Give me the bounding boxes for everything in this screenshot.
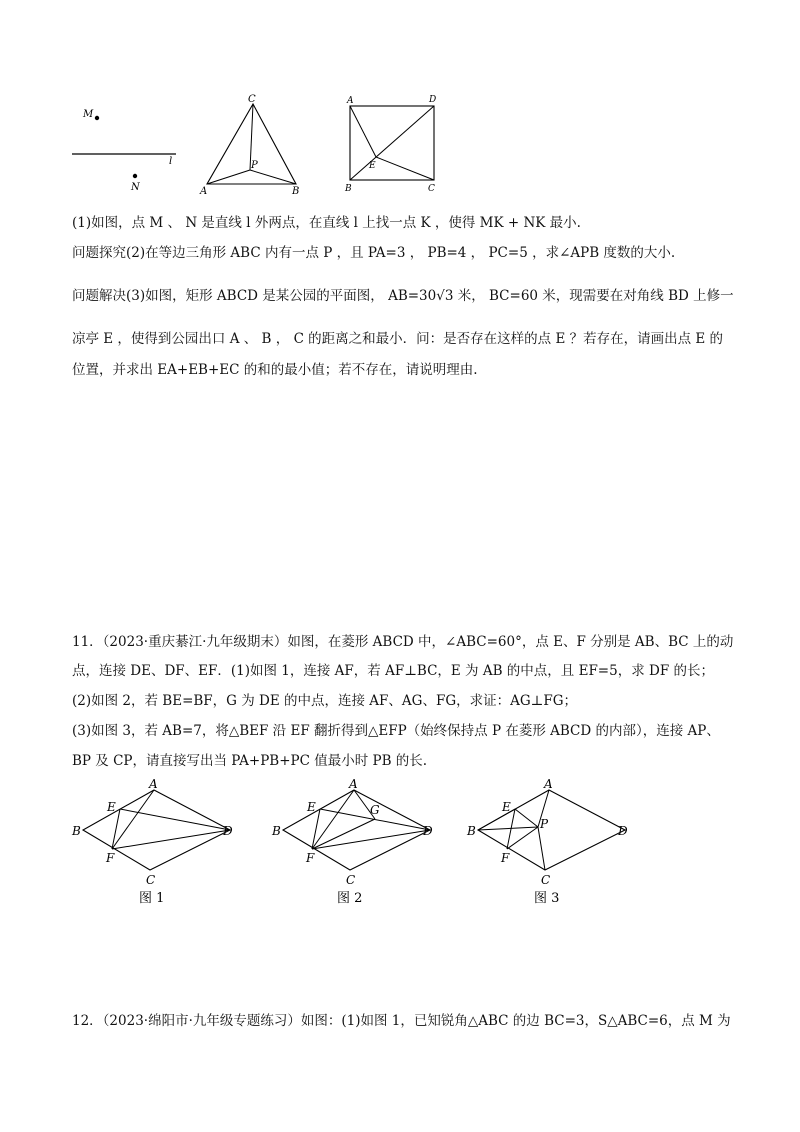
line-figure: [70, 100, 180, 195]
problem10-line4: 凉亭 E ，使得到公园出口 A 、 B ， C 的距离之和最小．问：是否存在这样的点 E ？若存在，请画出点 E 的: [72, 331, 724, 347]
label-d: D: [618, 824, 628, 838]
segment-ep: [515, 809, 538, 827]
label-d: D: [429, 95, 437, 105]
label-b: B: [292, 186, 300, 197]
label-p: P: [251, 160, 258, 171]
label-l: l: [169, 156, 173, 167]
problem11-line3: (2)如图 2，若 BE=BF，G 为 DE 的中点，连接 AF、AG、FG，求证：AG⊥FG；: [72, 693, 577, 709]
problem10-line2: 问题探究(2)在等边三角形 ABC 内有一点 P ，且 PA=3 ， PB=4 ， PC=5 ，求∠APB 度数的大小.: [72, 245, 676, 261]
label-d: D: [423, 824, 433, 838]
rhombus-figure-3: [465, 778, 640, 913]
diagonal-bd: [350, 106, 434, 180]
label-b: B: [272, 824, 281, 838]
rhombus-figure-2: [270, 778, 445, 913]
segment-ed: [120, 809, 230, 830]
rectangle-figure: [340, 92, 445, 197]
label-a: A: [347, 96, 354, 106]
point-m: [95, 116, 99, 120]
problem11-line2: 点，连接 DE、DF、EF．(1)如图 1，连接 AF，若 AF⊥BC，E 为 AB 的中点，且 EF=5，求 DF 的长；: [72, 663, 714, 679]
problem11-line5: BP 及 CP，请直接写出当 PA+PB+PC 值最小时 PB 的长.: [72, 753, 428, 769]
label-f: F: [106, 851, 115, 865]
segment-ea: [350, 106, 376, 157]
label-b: B: [467, 824, 476, 838]
label-f: F: [306, 851, 315, 865]
label-c: C: [541, 873, 551, 887]
problem11-line4: (3)如图 3，若 AB=7，将△BEF 沿 EF 翻折得到△EFP（始终保持点 P 在菱形 ABCD 的内部），连接 AP、: [72, 723, 720, 739]
rhombus-figure-1: [70, 778, 245, 913]
label-a: A: [149, 778, 158, 791]
label-c: C: [346, 873, 356, 887]
label-n: N: [131, 182, 140, 193]
label-c: C: [428, 184, 435, 194]
segment-bp: [478, 827, 538, 830]
label-e: E: [307, 800, 316, 814]
problem10-line1: (1)如图，点 M 、 N 是直线 l 外两点，在直线 l 上找一点 K ，使得 MK + NK 最小.: [72, 215, 581, 231]
label-a: A: [544, 778, 553, 791]
problem10-line3: 问题解决(3)如图，矩形 ABCD 是某公园的平面图， AB=30√3 米， BC=60 米，现需要在对角线 BD 上修一: [72, 288, 734, 304]
segment-fd: [112, 830, 230, 849]
segment-fg: [312, 819, 375, 849]
problem11-line1: 11．（2023·重庆綦江·九年级期末）如图，在菱形 ABCD 中，∠ABC=60°，点 E、F 分别是 AB、BC 上的动: [72, 634, 734, 650]
problem12-line1: 12．（2023·绵阳市·九年级专题练习）如图：(1)如图 1，已知锐角△ABC 的边 BC=3，S△ABC=6，点 M 为: [72, 1013, 731, 1029]
figure-caption: 图 2: [337, 891, 363, 906]
label-c: C: [146, 873, 156, 887]
label-a: A: [200, 186, 208, 197]
label-b: B: [72, 824, 81, 838]
figure-caption: 图 1: [139, 891, 165, 906]
segment-ec: [376, 157, 434, 180]
segment-fd: [312, 830, 430, 849]
label-p: P: [540, 817, 549, 831]
label-d: D: [223, 824, 233, 838]
label-a: A: [349, 778, 358, 791]
label-b: B: [345, 184, 352, 194]
segment-fp: [507, 827, 538, 849]
label-e: E: [502, 800, 511, 814]
label-c: C: [248, 94, 256, 105]
label-e: E: [369, 161, 376, 171]
label-m: M: [83, 109, 94, 120]
segment-cp: [538, 827, 545, 870]
label-e: E: [107, 800, 116, 814]
segment-ef: [507, 809, 515, 849]
label-g: G: [370, 803, 380, 817]
point-n: [133, 174, 137, 178]
figure-caption: 图 3: [534, 891, 560, 906]
problem10-line5: 位置，并求出 EA+EB+EC 的和的最小值；若不存在，请说明理由.: [72, 362, 478, 378]
label-f: F: [501, 851, 510, 865]
triangle-figure: [198, 92, 308, 197]
